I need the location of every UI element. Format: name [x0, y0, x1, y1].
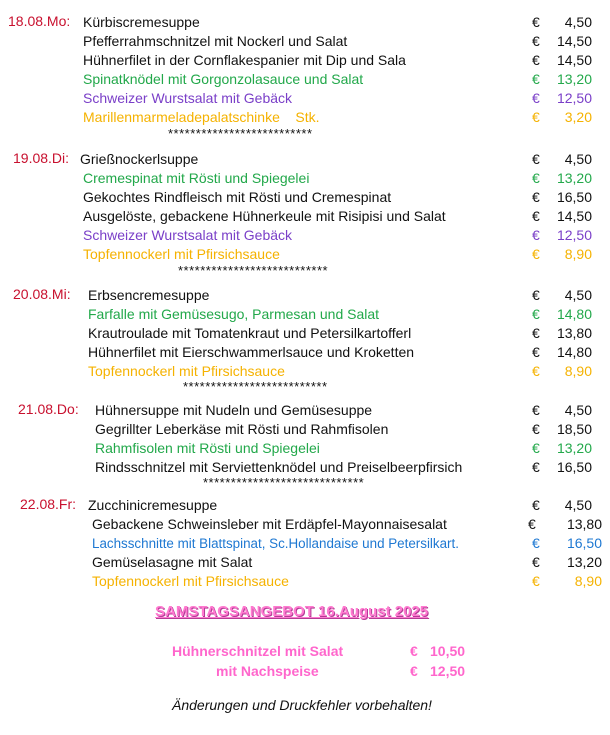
item-price: 13,80 — [566, 516, 602, 532]
item-price: 14,50 — [556, 52, 592, 68]
item-currency: € — [532, 246, 540, 262]
menu-item — [0, 420, 610, 439]
menu-item — [0, 496, 610, 515]
item-currency: € — [532, 344, 540, 360]
item-currency: € — [532, 402, 540, 418]
menu-item — [0, 305, 610, 324]
item-price: 14,50 — [556, 33, 592, 49]
item-name: Farfalle mit Gemüsesugo, Parmesan und Salat — [88, 306, 380, 322]
item-name: Gegrillter Leberkäse mit Rösti und Rahmfisolen — [95, 421, 389, 437]
saturday-item — [0, 641, 610, 661]
menu-item — [0, 343, 610, 362]
separator-stars: *************************** — [178, 263, 329, 278]
item-name: mit Nachspeise — [216, 663, 319, 679]
item-price: 4,50 — [564, 151, 592, 167]
item-name: Lachsschnitte mit Blattspinat, Sc.Hollandaise und Petersilkart. — [92, 536, 459, 551]
item-currency: € — [532, 227, 540, 243]
item-price: 4,50 — [564, 14, 592, 30]
menu-item — [0, 169, 610, 188]
item-price: 12,50 — [556, 227, 592, 243]
item-name: Hühnersuppe mit Nudeln und Gemüsesuppe — [95, 402, 373, 418]
item-price: 10,50 — [430, 643, 466, 659]
saturday-offer-title: SAMSTAGSANGEBOT 16.August 2025 — [155, 603, 429, 620]
item-price: 14,80 — [556, 344, 592, 360]
item-currency: € — [532, 325, 540, 341]
day-label: 22.08.Fr: — [20, 496, 77, 512]
item-name: Topfennockerl mit Pfirsichsauce — [92, 573, 289, 589]
item-price: 12,50 — [430, 663, 466, 679]
item-currency: € — [532, 170, 540, 186]
item-price: 8,90 — [564, 363, 592, 379]
item-currency: € — [410, 663, 418, 679]
item-name: Gemüselasagne mit Salat — [92, 554, 253, 570]
item-currency: € — [528, 516, 536, 532]
item-name: Rindsschnitzel mit Serviettenknödel und Preiselbeerpfirsich — [95, 459, 463, 475]
item-name: Hühnerschnitzel mit Salat — [172, 643, 344, 659]
item-price: 13,20 — [566, 554, 602, 570]
day-tuesday — [0, 150, 610, 278]
saturday-item — [0, 661, 610, 681]
item-currency: € — [532, 33, 540, 49]
item-currency: € — [532, 363, 540, 379]
item-currency: € — [532, 90, 540, 106]
item-name: Schweizer Wurstsalat mit Gebäck — [83, 90, 293, 106]
item-name: Topfennockerl mit Pfirsichsauce — [83, 246, 280, 262]
item-name: Spinatknödel mit Gorgonzolasauce und Salat — [83, 71, 364, 87]
day-label: 19.08.Di: — [13, 150, 70, 166]
item-price: 18,50 — [556, 421, 592, 437]
item-name: Grießnockerlsuppe — [80, 151, 199, 167]
item-name: Ausgelöste, gebackene Hühnerkeule mit Risipisi und Salat — [83, 208, 446, 224]
menu-item — [0, 207, 610, 226]
item-currency: € — [532, 287, 540, 303]
separator-stars: ***************************** — [203, 475, 365, 490]
item-price: 14,80 — [556, 306, 592, 322]
item-price: 13,20 — [556, 440, 592, 456]
item-currency: € — [532, 14, 540, 30]
item-currency: € — [532, 71, 540, 87]
menu-item — [0, 32, 610, 51]
menu-item — [0, 401, 610, 420]
day-monday — [0, 13, 610, 141]
item-price: 13,80 — [556, 325, 592, 341]
separator-stars: ************************** — [168, 126, 313, 141]
menu-item — [0, 439, 610, 458]
item-currency: € — [532, 573, 540, 589]
item-price: 3,20 — [564, 109, 592, 125]
item-price: 8,90 — [574, 573, 602, 589]
menu-item — [0, 553, 610, 572]
disclaimer-footer: Änderungen und Druckfehler vorbehalten! — [172, 697, 432, 713]
item-name: Hühnerfilet in der Cornflakespanier mit Dip und Sala — [83, 52, 406, 68]
item-name: Hühnerfilet mit Eierschwammerlsauce und Kroketten — [88, 344, 415, 360]
item-name: Zucchinicremesuppe — [88, 497, 218, 513]
separator-stars: ************************** — [183, 379, 328, 394]
menu-item — [0, 150, 610, 169]
item-currency: € — [532, 109, 540, 125]
day-friday — [0, 496, 610, 616]
menu-item — [0, 245, 610, 264]
item-currency: € — [532, 535, 540, 551]
item-name: Cremespinat mit Rösti und Spiegelei — [83, 170, 310, 186]
item-currency: € — [532, 459, 540, 475]
item-currency: € — [532, 52, 540, 68]
menu-item — [0, 188, 610, 207]
item-currency: € — [532, 189, 540, 205]
item-name: Pfefferrahmschnitzel mit Nockerl und Salat — [83, 33, 348, 49]
menu-item — [0, 572, 610, 591]
item-name: Marillenmarmeladepalatschinke Stk. — [83, 109, 320, 125]
menu-item — [0, 515, 610, 534]
item-price: 4,50 — [564, 287, 592, 303]
day-label: 21.08.Do: — [18, 401, 79, 417]
item-currency: € — [532, 151, 540, 167]
item-price: 16,50 — [556, 459, 592, 475]
item-name: Gekochtes Rindfleisch mit Rösti und Cremespinat — [83, 189, 392, 205]
item-name: Kürbiscremesuppe — [83, 14, 200, 30]
item-name: Krautroulade mit Tomatenkraut und Petersilkartofferl — [88, 325, 412, 341]
item-name: Topfennockerl mit Pfirsichsauce — [88, 363, 285, 379]
menu-item — [0, 13, 610, 32]
menu-item — [0, 108, 610, 127]
item-price: 12,50 — [556, 90, 592, 106]
item-price: 14,50 — [556, 208, 592, 224]
menu-item — [0, 226, 610, 245]
item-name: Rahmfisolen mit Rösti und Spiegelei — [95, 440, 320, 456]
menu-item — [0, 286, 610, 305]
item-name: Gebackene Schweinsleber mit Erdäpfel-Mayonnaisesalat — [92, 516, 447, 532]
day-label: 20.08.Mi: — [13, 286, 71, 302]
menu-item — [0, 70, 610, 89]
menu-item — [0, 534, 610, 553]
menu-item — [0, 51, 610, 70]
day-label: 18.08.Mo: — [8, 13, 71, 29]
item-name: Schweizer Wurstsalat mit Gebäck — [83, 227, 293, 243]
item-price: 13,20 — [556, 170, 592, 186]
item-currency: € — [532, 208, 540, 224]
item-currency: € — [532, 554, 540, 570]
item-price: 4,50 — [564, 497, 592, 513]
menu-item — [0, 324, 610, 343]
menu-item — [0, 89, 610, 108]
item-name: Erbsencremesuppe — [88, 287, 210, 303]
item-currency: € — [532, 497, 540, 513]
item-currency: € — [410, 643, 418, 659]
item-price: 8,90 — [564, 246, 592, 262]
item-currency: € — [532, 421, 540, 437]
item-price: 16,50 — [556, 189, 592, 205]
item-price: 13,20 — [556, 71, 592, 87]
item-currency: € — [532, 306, 540, 322]
day-wednesday — [0, 286, 610, 406]
item-price: 4,50 — [564, 402, 592, 418]
item-currency: € — [532, 440, 540, 456]
item-price: 16,50 — [566, 535, 602, 551]
